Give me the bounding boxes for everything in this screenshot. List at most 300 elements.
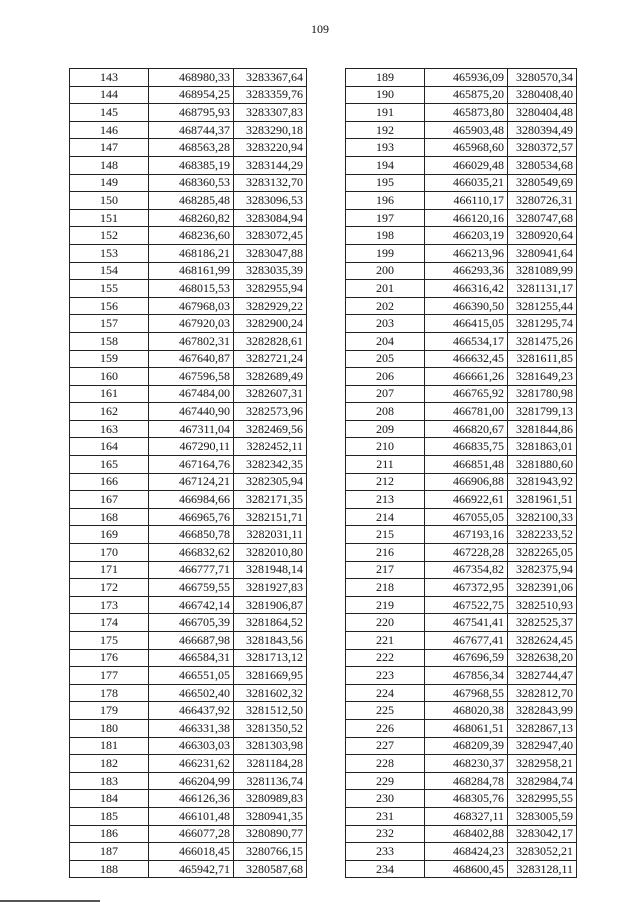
y-coordinate-cell: 3282510,93: [508, 596, 577, 614]
x-coordinate-cell: 465942,71: [149, 860, 234, 878]
x-coordinate-cell: 466293,36: [425, 262, 508, 280]
point-number-cell: 226: [346, 719, 425, 737]
y-coordinate-cell: 3283072,45: [234, 227, 307, 245]
y-coordinate-cell: 3283290,18: [234, 121, 307, 139]
x-coordinate-cell: 466551,05: [149, 667, 234, 685]
x-coordinate-cell: 468744,37: [149, 121, 234, 139]
y-coordinate-cell: 3282947,40: [508, 737, 577, 755]
point-number-cell: 181: [70, 737, 149, 755]
y-coordinate-cell: 3280549,69: [508, 174, 577, 192]
table-row: [346, 456, 577, 474]
y-coordinate-cell: 3281927,83: [234, 579, 307, 597]
table-row: [70, 244, 307, 262]
y-coordinate-cell: 3281255,44: [508, 297, 577, 315]
point-number-cell: 159: [70, 350, 149, 368]
y-coordinate-cell: 3282573,96: [234, 403, 307, 421]
point-number-cell: 195: [346, 174, 425, 192]
x-coordinate-cell: 467484,00: [149, 385, 234, 403]
table-row: [346, 526, 577, 544]
table-row: [70, 702, 307, 720]
x-coordinate-cell: 466303,03: [149, 737, 234, 755]
point-number-cell: 233: [346, 843, 425, 861]
y-coordinate-cell: 3281669,95: [234, 667, 307, 685]
table-row: [346, 632, 577, 650]
point-number-cell: 212: [346, 473, 425, 491]
point-number-cell: 204: [346, 332, 425, 350]
table-row: [346, 614, 577, 632]
point-number-cell: 194: [346, 156, 425, 174]
y-coordinate-cell: 3280941,35: [234, 807, 307, 825]
point-number-cell: 206: [346, 368, 425, 386]
x-coordinate-cell: 466204,99: [149, 772, 234, 790]
x-coordinate-cell: 468980,33: [149, 69, 234, 87]
x-coordinate-cell: 466661,26: [425, 368, 508, 386]
x-coordinate-cell: 466820,67: [425, 420, 508, 438]
point-number-cell: 224: [346, 684, 425, 702]
y-coordinate-cell: 3281713,12: [234, 649, 307, 667]
table-row: [70, 262, 307, 280]
point-number-cell: 214: [346, 508, 425, 526]
point-number-cell: 199: [346, 244, 425, 262]
table-row: [346, 667, 577, 685]
table-row: [346, 69, 577, 87]
table-row: [346, 649, 577, 667]
table-row: [346, 280, 577, 298]
y-coordinate-cell: 3282812,70: [508, 684, 577, 702]
table-row: [70, 649, 307, 667]
table-row: [346, 368, 577, 386]
point-number-cell: 210: [346, 438, 425, 456]
x-coordinate-cell: 466765,92: [425, 385, 508, 403]
point-number-cell: 229: [346, 772, 425, 790]
x-coordinate-cell: 467677,41: [425, 632, 508, 650]
table-row: [70, 332, 307, 350]
y-coordinate-cell: 3282375,94: [508, 561, 577, 579]
y-coordinate-cell: 3281844,86: [508, 420, 577, 438]
table-row: [346, 737, 577, 755]
x-coordinate-cell: 466316,42: [425, 280, 508, 298]
point-number-cell: 144: [70, 86, 149, 104]
point-number-cell: 153: [70, 244, 149, 262]
point-number-cell: 149: [70, 174, 149, 192]
point-number-cell: 213: [346, 491, 425, 509]
table-row: [70, 614, 307, 632]
point-number-cell: 143: [70, 69, 149, 87]
y-coordinate-cell: 3281136,74: [234, 772, 307, 790]
table-row: [346, 227, 577, 245]
x-coordinate-cell: 466390,50: [425, 297, 508, 315]
point-number-cell: 215: [346, 526, 425, 544]
table-row: [70, 579, 307, 597]
table-row: [346, 702, 577, 720]
point-number-cell: 230: [346, 790, 425, 808]
table-row: [70, 121, 307, 139]
point-number-cell: 225: [346, 702, 425, 720]
table-row: [70, 860, 307, 878]
y-coordinate-cell: 3283035,39: [234, 262, 307, 280]
x-coordinate-cell: 466759,55: [149, 579, 234, 597]
table-row: [70, 473, 307, 491]
point-number-cell: 202: [346, 297, 425, 315]
table-row: [346, 807, 577, 825]
x-coordinate-cell: 465903,48: [425, 121, 508, 139]
x-coordinate-cell: 466742,14: [149, 596, 234, 614]
x-coordinate-cell: 466906,88: [425, 473, 508, 491]
x-coordinate-cell: 467311,04: [149, 420, 234, 438]
x-coordinate-cell: 467228,28: [425, 544, 508, 562]
table-row: [346, 719, 577, 737]
x-coordinate-cell: 466851,48: [425, 456, 508, 474]
y-coordinate-cell: 3281350,52: [234, 719, 307, 737]
x-coordinate-cell: 467696,59: [425, 649, 508, 667]
table-row: [346, 684, 577, 702]
x-coordinate-cell: 466687,98: [149, 632, 234, 650]
table-row: [346, 843, 577, 861]
x-coordinate-cell: 467164,76: [149, 456, 234, 474]
table-row: [70, 350, 307, 368]
y-coordinate-cell: 3282689,49: [234, 368, 307, 386]
y-coordinate-cell: 3281864,52: [234, 614, 307, 632]
y-coordinate-cell: 3282233,52: [508, 526, 577, 544]
x-coordinate-cell: 466777,71: [149, 561, 234, 579]
x-coordinate-cell: 467372,95: [425, 579, 508, 597]
y-coordinate-cell: 3281880,60: [508, 456, 577, 474]
point-number-cell: 228: [346, 755, 425, 773]
point-number-cell: 223: [346, 667, 425, 685]
x-coordinate-cell: 468563,28: [149, 139, 234, 157]
y-coordinate-cell: 3282955,94: [234, 280, 307, 298]
y-coordinate-cell: 3282929,22: [234, 297, 307, 315]
table-row: [346, 755, 577, 773]
y-coordinate-cell: 3282171,35: [234, 491, 307, 509]
x-coordinate-cell: 466018,45: [149, 843, 234, 861]
y-coordinate-cell: 3283052,21: [508, 843, 577, 861]
y-coordinate-cell: 3281943,92: [508, 473, 577, 491]
table-row: [70, 667, 307, 685]
x-coordinate-cell: 467968,55: [425, 684, 508, 702]
x-coordinate-cell: 465968,60: [425, 139, 508, 157]
y-coordinate-cell: 3280747,68: [508, 209, 577, 227]
x-coordinate-cell: 467802,31: [149, 332, 234, 350]
x-coordinate-cell: 467354,82: [425, 561, 508, 579]
point-number-cell: 218: [346, 579, 425, 597]
x-coordinate-cell: 466584,31: [149, 649, 234, 667]
table-row: [70, 755, 307, 773]
x-coordinate-cell: 467920,03: [149, 315, 234, 333]
x-coordinate-cell: 466231,62: [149, 755, 234, 773]
table-row: [70, 368, 307, 386]
table-row: [346, 561, 577, 579]
point-number-cell: 197: [346, 209, 425, 227]
table-row: [70, 508, 307, 526]
table-row: [70, 403, 307, 421]
page-number: 109: [311, 22, 329, 36]
point-number-cell: 183: [70, 772, 149, 790]
x-coordinate-cell: 466035,21: [425, 174, 508, 192]
point-number-cell: 150: [70, 192, 149, 210]
y-coordinate-cell: 3283084,94: [234, 209, 307, 227]
point-number-cell: 184: [70, 790, 149, 808]
x-coordinate-cell: 467124,21: [149, 473, 234, 491]
y-coordinate-cell: 3281184,28: [234, 755, 307, 773]
y-coordinate-cell: 3282638,20: [508, 649, 577, 667]
point-number-cell: 162: [70, 403, 149, 421]
point-number-cell: 152: [70, 227, 149, 245]
y-coordinate-cell: 3280408,40: [508, 86, 577, 104]
table-row: [346, 121, 577, 139]
point-number-cell: 203: [346, 315, 425, 333]
x-coordinate-cell: 466781,00: [425, 403, 508, 421]
point-number-cell: 176: [70, 649, 149, 667]
x-coordinate-cell: 468795,93: [149, 104, 234, 122]
table-row: [346, 596, 577, 614]
table-row: [70, 719, 307, 737]
y-coordinate-cell: 3283128,11: [508, 860, 577, 878]
y-coordinate-cell: 3283359,76: [234, 86, 307, 104]
x-coordinate-cell: 466077,28: [149, 825, 234, 843]
point-number-cell: 167: [70, 491, 149, 509]
point-number-cell: 232: [346, 825, 425, 843]
point-number-cell: 154: [70, 262, 149, 280]
table-row: [346, 332, 577, 350]
x-coordinate-cell: 468385,19: [149, 156, 234, 174]
y-coordinate-cell: 3283096,53: [234, 192, 307, 210]
point-number-cell: 160: [70, 368, 149, 386]
x-coordinate-cell: 466120,16: [425, 209, 508, 227]
y-coordinate-cell: 3281089,99: [508, 262, 577, 280]
x-coordinate-cell: 466965,76: [149, 508, 234, 526]
x-coordinate-cell: 467055,05: [425, 508, 508, 526]
point-number-cell: 147: [70, 139, 149, 157]
x-coordinate-cell: 467440,90: [149, 403, 234, 421]
y-coordinate-cell: 3283144,29: [234, 156, 307, 174]
x-coordinate-cell: 466126,36: [149, 790, 234, 808]
table-row: [346, 139, 577, 157]
point-number-cell: 188: [70, 860, 149, 878]
x-coordinate-cell: 467968,03: [149, 297, 234, 315]
y-coordinate-cell: 3282031,11: [234, 526, 307, 544]
x-coordinate-cell: 466850,78: [149, 526, 234, 544]
table-row: [346, 385, 577, 403]
point-number-cell: 175: [70, 632, 149, 650]
table-row: [70, 227, 307, 245]
point-number-cell: 169: [70, 526, 149, 544]
table-row: [346, 579, 577, 597]
point-number-cell: 216: [346, 544, 425, 562]
point-number-cell: 209: [346, 420, 425, 438]
y-coordinate-cell: 3280766,15: [234, 843, 307, 861]
x-coordinate-cell: 466213,96: [425, 244, 508, 262]
table-row: [70, 280, 307, 298]
y-coordinate-cell: 3282828,61: [234, 332, 307, 350]
table-row: [70, 385, 307, 403]
y-coordinate-cell: 3282607,31: [234, 385, 307, 403]
point-number-cell: 222: [346, 649, 425, 667]
y-coordinate-cell: 3282010,80: [234, 544, 307, 562]
x-coordinate-cell: 465936,09: [425, 69, 508, 87]
x-coordinate-cell: 467522,75: [425, 596, 508, 614]
y-coordinate-cell: 3281948,14: [234, 561, 307, 579]
point-number-cell: 200: [346, 262, 425, 280]
table-row: [70, 104, 307, 122]
y-coordinate-cell: 3282100,33: [508, 508, 577, 526]
table-row: [346, 192, 577, 210]
y-coordinate-cell: 3283047,88: [234, 244, 307, 262]
point-number-cell: 193: [346, 139, 425, 157]
y-coordinate-cell: 3282843,99: [508, 702, 577, 720]
x-coordinate-cell: 468327,11: [425, 807, 508, 825]
x-coordinate-cell: 466110,17: [425, 192, 508, 210]
x-coordinate-cell: 468186,21: [149, 244, 234, 262]
point-number-cell: 221: [346, 632, 425, 650]
x-coordinate-cell: 467290,11: [149, 438, 234, 456]
table-row: [346, 473, 577, 491]
point-number-cell: 155: [70, 280, 149, 298]
point-number-cell: 196: [346, 192, 425, 210]
x-coordinate-cell: 466984,66: [149, 491, 234, 509]
x-coordinate-cell: 467856,34: [425, 667, 508, 685]
y-coordinate-cell: 3282624,45: [508, 632, 577, 650]
table-row: [346, 790, 577, 808]
coordinates-table-left: [69, 68, 307, 878]
point-number-cell: 146: [70, 121, 149, 139]
x-coordinate-cell: 466502,40: [149, 684, 234, 702]
table-row: [346, 772, 577, 790]
point-number-cell: 208: [346, 403, 425, 421]
y-coordinate-cell: 3282391,06: [508, 579, 577, 597]
point-number-cell: 148: [70, 156, 149, 174]
x-coordinate-cell: 466437,92: [149, 702, 234, 720]
x-coordinate-cell: 466835,75: [425, 438, 508, 456]
point-number-cell: 166: [70, 473, 149, 491]
y-coordinate-cell: 3281799,13: [508, 403, 577, 421]
table-row: [346, 297, 577, 315]
point-number-cell: 211: [346, 456, 425, 474]
table-row: [70, 544, 307, 562]
y-coordinate-cell: 3280941,64: [508, 244, 577, 262]
x-coordinate-cell: 468285,48: [149, 192, 234, 210]
table-row: [70, 825, 307, 843]
table-row: [70, 526, 307, 544]
point-number-cell: 217: [346, 561, 425, 579]
y-coordinate-cell: 3280372,57: [508, 139, 577, 157]
y-coordinate-cell: 3281475,26: [508, 332, 577, 350]
point-number-cell: 178: [70, 684, 149, 702]
x-coordinate-cell: 466101,48: [149, 807, 234, 825]
y-coordinate-cell: 3283307,83: [234, 104, 307, 122]
table-row: [70, 596, 307, 614]
table-row: [70, 297, 307, 315]
table-row: [70, 86, 307, 104]
point-number-cell: 158: [70, 332, 149, 350]
point-number-cell: 151: [70, 209, 149, 227]
table-row: [70, 209, 307, 227]
x-coordinate-cell: 466705,39: [149, 614, 234, 632]
point-number-cell: 182: [70, 755, 149, 773]
y-coordinate-cell: 3282744,47: [508, 667, 577, 685]
x-coordinate-cell: 466632,45: [425, 350, 508, 368]
y-coordinate-cell: 3282525,37: [508, 614, 577, 632]
y-coordinate-cell: 3281780,98: [508, 385, 577, 403]
y-coordinate-cell: 3281649,23: [508, 368, 577, 386]
y-coordinate-cell: 3281863,01: [508, 438, 577, 456]
point-number-cell: 205: [346, 350, 425, 368]
point-number-cell: 201: [346, 280, 425, 298]
table-row: [346, 156, 577, 174]
y-coordinate-cell: 3281303,98: [234, 737, 307, 755]
x-coordinate-cell: 468015,53: [149, 280, 234, 298]
x-coordinate-cell: 468600,45: [425, 860, 508, 878]
table-row: [346, 491, 577, 509]
point-number-cell: 164: [70, 438, 149, 456]
point-number-cell: 185: [70, 807, 149, 825]
x-coordinate-cell: 467541,41: [425, 614, 508, 632]
point-number-cell: 163: [70, 420, 149, 438]
y-coordinate-cell: 3282469,56: [234, 420, 307, 438]
y-coordinate-cell: 3282958,21: [508, 755, 577, 773]
y-coordinate-cell: 3282984,74: [508, 772, 577, 790]
x-coordinate-cell: 467640,87: [149, 350, 234, 368]
point-number-cell: 156: [70, 297, 149, 315]
y-coordinate-cell: 3282867,13: [508, 719, 577, 737]
y-coordinate-cell: 3281611,85: [508, 350, 577, 368]
y-coordinate-cell: 3281843,56: [234, 632, 307, 650]
y-coordinate-cell: 3282452,11: [234, 438, 307, 456]
point-number-cell: 180: [70, 719, 149, 737]
x-coordinate-cell: 468236,60: [149, 227, 234, 245]
point-number-cell: 220: [346, 614, 425, 632]
table-row: [346, 104, 577, 122]
point-number-cell: 170: [70, 544, 149, 562]
x-coordinate-cell: 468161,99: [149, 262, 234, 280]
point-number-cell: 198: [346, 227, 425, 245]
table-row: [346, 315, 577, 333]
x-coordinate-cell: 468260,82: [149, 209, 234, 227]
table-row: [70, 491, 307, 509]
table-row: [70, 790, 307, 808]
point-number-cell: 191: [346, 104, 425, 122]
y-coordinate-cell: 3281602,32: [234, 684, 307, 702]
table-row: [70, 315, 307, 333]
y-coordinate-cell: 3280394,49: [508, 121, 577, 139]
point-number-cell: 171: [70, 561, 149, 579]
table-row: [70, 737, 307, 755]
table-row: [346, 86, 577, 104]
table-row: [346, 544, 577, 562]
y-coordinate-cell: 3281295,74: [508, 315, 577, 333]
point-number-cell: 157: [70, 315, 149, 333]
x-coordinate-cell: 466203,19: [425, 227, 508, 245]
y-coordinate-cell: 3281512,50: [234, 702, 307, 720]
table-row: [346, 209, 577, 227]
table-row: [346, 350, 577, 368]
point-number-cell: 190: [346, 86, 425, 104]
y-coordinate-cell: 3281906,87: [234, 596, 307, 614]
table-row: [70, 843, 307, 861]
y-coordinate-cell: 3283005,59: [508, 807, 577, 825]
table-row: [70, 561, 307, 579]
x-coordinate-cell: 468284,78: [425, 772, 508, 790]
y-coordinate-cell: 3283132,70: [234, 174, 307, 192]
x-coordinate-cell: 468305,76: [425, 790, 508, 808]
x-coordinate-cell: 465875,20: [425, 86, 508, 104]
point-number-cell: 168: [70, 508, 149, 526]
table-row: [70, 174, 307, 192]
x-coordinate-cell: 467193,16: [425, 526, 508, 544]
y-coordinate-cell: 3282995,55: [508, 790, 577, 808]
point-number-cell: 234: [346, 860, 425, 878]
x-coordinate-cell: 466415,05: [425, 315, 508, 333]
